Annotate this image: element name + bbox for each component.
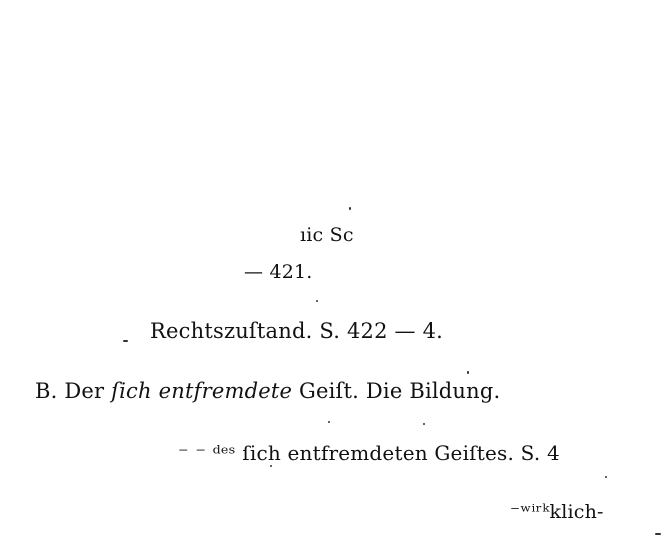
text-line-4-italic: ſich entfremdete: [111, 379, 293, 403]
scan-speck: [270, 465, 272, 467]
text-line-3: Rechtszuſtand. S. 422 — 4.: [150, 319, 444, 343]
scan-speck: [123, 340, 128, 342]
scan-speck: [349, 207, 351, 210]
text-line-1: ıic Sc: [300, 224, 354, 246]
scan-speck: [655, 533, 661, 535]
text-line-4-part-1: B. Der: [35, 379, 112, 403]
scan-speck: [423, 423, 425, 425]
scan-speck: [316, 300, 318, 302]
scan-speck: [605, 476, 607, 478]
text-line-6: ⁻ʷⁱʳᵏklich-: [510, 501, 604, 523]
text-line-4: [35, 381, 500, 402]
scan-speck: [328, 421, 330, 423]
text-line-4-part-3: Geiſt. Die Bildung.: [292, 379, 501, 403]
text-line-2: — 421.: [244, 261, 313, 283]
scan-speck: [467, 371, 469, 374]
text-line-5: ⁻ ⁻ ᵈᵉˢ ſich entfremdeten Geiſtes. S. 4: [178, 441, 560, 465]
